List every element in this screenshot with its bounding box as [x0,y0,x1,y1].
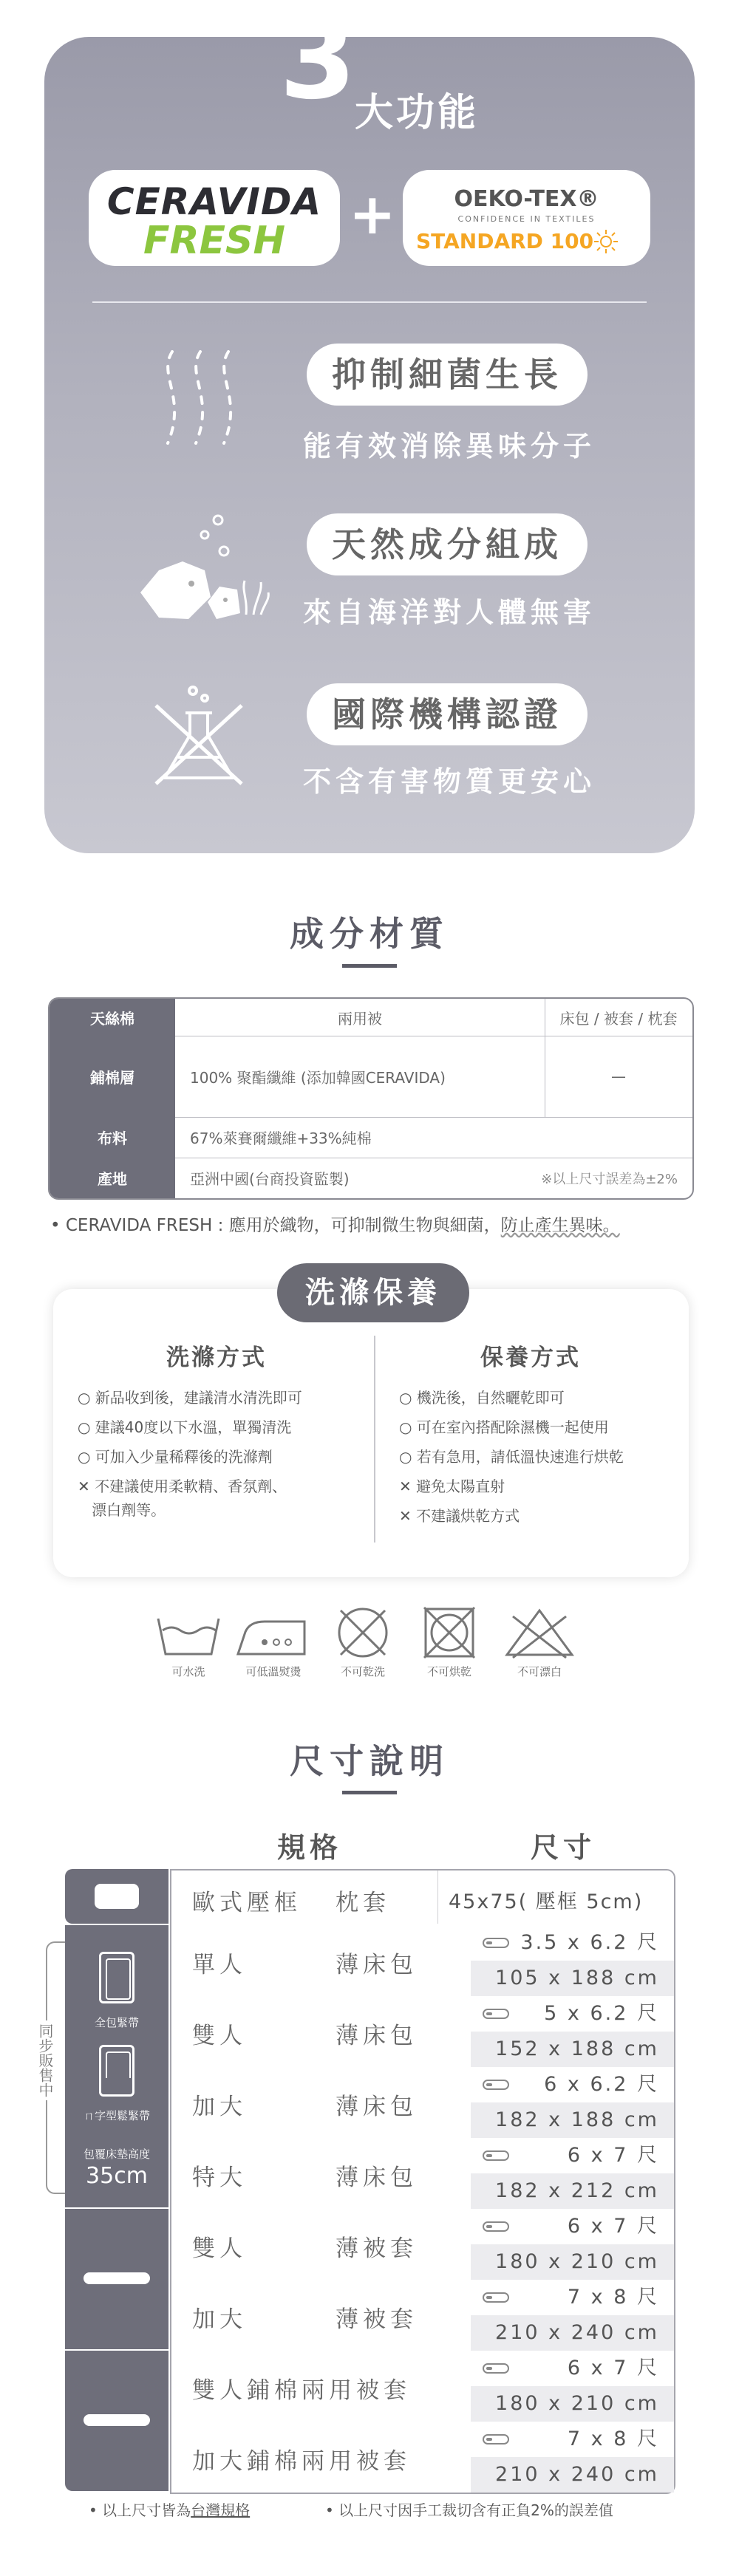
feature-title-3: 國際機構認證 [307,683,588,745]
size-cm: 180 x 210 cm [495,2392,659,2415]
spec-header: 規格 [277,1831,343,1864]
size-cm: 210 x 240 cm [495,2463,659,2486]
side-label: 同步販售中 [34,2020,56,2100]
row-name: 加大鋪棉兩用被套 [192,2448,411,2475]
full-elastic-label: 全包緊帶 [94,2016,139,2029]
list-item: ✕ 不建議使用柔軟精、香氛劑、 [78,1477,287,1495]
row-type: 薄床包 [336,2094,418,2120]
list-item: ○ 若有急用，請低溫快速進行烘乾 [399,1448,624,1466]
table-row [170,2209,675,2281]
duvet-icon [84,2272,150,2284]
washable-label: 可水洗 [171,1665,205,1678]
size-cm-cell [471,1961,674,1996]
full-elastic-icon [99,1952,134,2003]
wash-method-list [78,1383,302,1519]
materials-title-bar [342,964,397,968]
odor-waves-icon [151,346,248,449]
bed-icon [482,2290,510,2305]
no-tumble-dry-icon [421,1605,477,1661]
care-divider [374,1336,375,1542]
table-row [170,1925,675,1998]
features-label: 大功能 [355,91,480,135]
list-item: ○ 機洗後，自然曬乾即可 [399,1389,565,1407]
size-cm: 210 x 240 cm [495,2321,659,2344]
row-name: 歐式壓框 [192,1890,302,1916]
size-cm: 182 x 212 cm [495,2179,659,2202]
row-type: 薄被套 [336,2306,418,2333]
list-item: ○ 可在室內搭配除濕機一起使用 [399,1418,609,1436]
size-chi: 6 x 6.2 尺 [544,2073,659,2096]
table-cell: — [611,1067,626,1085]
mattress-height-label: 包覆床墊高度 [83,2148,150,2161]
row-label: 布料 [50,1117,175,1158]
bed-icon [482,2219,510,2234]
plus-sign: + [349,181,396,247]
footnote-tolerance: • 以上尺寸因手工裁切含有正負2%的誤差值 [325,2501,613,2519]
row-type: 薄床包 [336,1952,418,1978]
table-cell: 亞洲中國(台商投資監製) [190,1170,350,1188]
oeko-tex-title: OEKO-TEX® [454,186,599,212]
ceravida-note: • CERAVIDA FRESH : 應用於織物，可抑制微生物與細菌，防止產生異味。 [50,1216,620,1235]
size-chi-cell [471,2209,674,2244]
size-chi: 5 x 6.2 尺 [544,2002,659,2025]
footnote-taiwan: • 以上尺寸皆為台灣規格 [89,2501,251,2519]
size-chi-cell [471,2351,674,2386]
bed-icon [482,2006,510,2021]
row-name: 雙人 [192,2023,247,2049]
table-row [50,999,692,1036]
list-item: ✕ 避免太陽直射 [399,1477,505,1495]
size-cm-cell [471,2386,674,2422]
oeko-tex-logo [403,170,650,266]
row-type: 薄床包 [336,2023,418,2049]
materials-table [48,997,694,1200]
sizes-title-bar [342,1791,397,1794]
low-iron-icon [235,1614,309,1658]
no-tumble-dry-label: 不可烘乾 [426,1665,471,1678]
size-cm: 152 x 188 cm [495,2037,659,2060]
list-item: ✕ 不建議烘乾方式 [399,1507,520,1525]
table-cell: 兩用被 [175,999,545,1036]
size-chi: 7 x 8 尺 [567,2286,659,2309]
row-name: 單人 [192,1952,247,1978]
table-row [50,1117,692,1158]
size-chi: 6 x 7 尺 [567,2144,659,2167]
size-cm-cell [471,2032,674,2067]
no-chemical-flask-icon [151,683,248,787]
size-cm-cell [471,2102,674,2138]
size-chi-cell [471,1996,674,2032]
list-item: ○ 新品收到後，建議清水清洗即可 [78,1389,302,1407]
ceravida-logo-text: CERAVIDA [106,180,322,223]
oeko-tex-tagline: CONFIDENCE IN TEXTILES [457,214,596,224]
no-bleach-label: 不可漂白 [517,1665,562,1678]
ocean-rock-icon [137,510,270,628]
size-cm: 105 x 188 cm [495,1967,659,1989]
care-title: 洗滌保養 [277,1263,469,1322]
sun-flower-icon [593,229,619,254]
materials-title: 成分材質 [290,914,449,954]
size-cm-cell [471,2457,674,2493]
size-chi: 6 x 7 尺 [567,2215,659,2238]
features-number: 3 [279,0,357,124]
u-elastic-icon [99,2045,134,2097]
row-name: 特大 [192,2165,247,2191]
size-cm-cell [471,2173,674,2209]
size-header: 尺寸 [531,1831,596,1864]
bed-icon [482,2077,510,2092]
row-name: 加大 [192,2094,247,2120]
bed-icon [482,2148,510,2163]
size-chi-cell [471,2280,674,2315]
row-name: 雙人鋪棉兩用被套 [192,2377,411,2404]
pillow-icon [95,1884,139,1909]
bed-icon [482,2432,510,2447]
care-method-list [399,1383,624,1531]
table-row [170,2280,675,2352]
wash-method-title: 洗滌方式 [166,1345,267,1371]
ceravida-fresh-logo [89,170,340,266]
row-label: 產地 [50,1158,175,1198]
cell-divider [437,1870,438,1924]
table-cell: 67%萊賽爾纖維+33%純棉 [190,1130,372,1147]
bed-icon [482,1936,510,1950]
size-cm: 180 x 210 cm [495,2250,659,2273]
table-note: ※以上尺寸誤差為±2% [541,1171,678,1187]
table-row [170,2351,675,2423]
table-row [170,1996,675,2068]
row-name: 雙人 [192,2235,247,2262]
feature-title-1: 抑制細菌生長 [307,344,588,406]
size-chi-cell [471,2422,674,2457]
size-cm: 182 x 188 cm [495,2108,659,2131]
table-cell: 床包 / 被套 / 枕套 [559,1009,678,1028]
feature-subtitle-2: 來自海洋對人體無害 [303,596,596,629]
sizes-title: 尺寸說明 [290,1741,449,1781]
feature-subtitle-3: 不含有害物質更安心 [303,765,596,798]
table-row [170,2422,675,2494]
row-type: 薄床包 [336,2165,418,2191]
fresh-logo-text: FRESH [143,219,286,263]
no-dry-clean-icon [335,1605,391,1661]
table-row [50,1036,692,1118]
list-item: ○ 建議40度以下水溫，單獨清洗 [78,1418,292,1436]
bed-icon [482,2361,510,2376]
size-chi: 3.5 x 6.2 尺 [520,1931,659,1954]
size-chi-cell [471,1925,674,1961]
table-row [170,2138,675,2210]
size-chi-cell [471,2067,674,2102]
row-name: 加大 [192,2306,247,2333]
no-bleach-icon [503,1605,576,1661]
table-row [170,1869,675,1927]
size-cm-cell [471,2244,674,2280]
list-item: 漂白劑等。 [78,1501,166,1519]
oeko-tex-standard: STANDARD 100 [416,229,594,253]
mattress-height-value: 35cm [86,2163,148,2189]
size-chi: 6 x 7 尺 [567,2357,659,2379]
row-label: 天絲棉 [50,999,175,1036]
size-chi-cell [471,2138,674,2173]
row-type: 枕套 [336,1890,390,1916]
list-item: ○ 可加入少量稀釋後的洗滌劑 [78,1448,273,1466]
features-divider [92,301,647,303]
table-row [50,1158,692,1198]
low-iron-label: 可低溫熨燙 [245,1665,302,1678]
row-dim: 45x75( 壓框 5cm) [449,1890,644,1913]
table-cell: 100% 聚酯纖維 (添加韓國CERAVIDA) [190,1036,545,1117]
u-elastic-label: ㄇ字型鬆緊帶 [83,2109,150,2122]
quilt-icon [84,2414,150,2426]
row-type: 薄被套 [336,2235,418,2262]
size-cm-cell [471,2315,674,2351]
size-chi: 7 x 8 尺 [567,2428,659,2450]
feature-title-2: 天然成分組成 [307,513,588,575]
washable-icon [155,1614,222,1658]
table-row [170,2067,675,2139]
no-dry-clean-label: 不可乾洗 [340,1665,385,1678]
feature-subtitle-1: 能有效消除異味分子 [303,430,596,462]
care-method-title: 保養方式 [480,1345,581,1371]
row-label: 鋪棉層 [50,1036,175,1117]
